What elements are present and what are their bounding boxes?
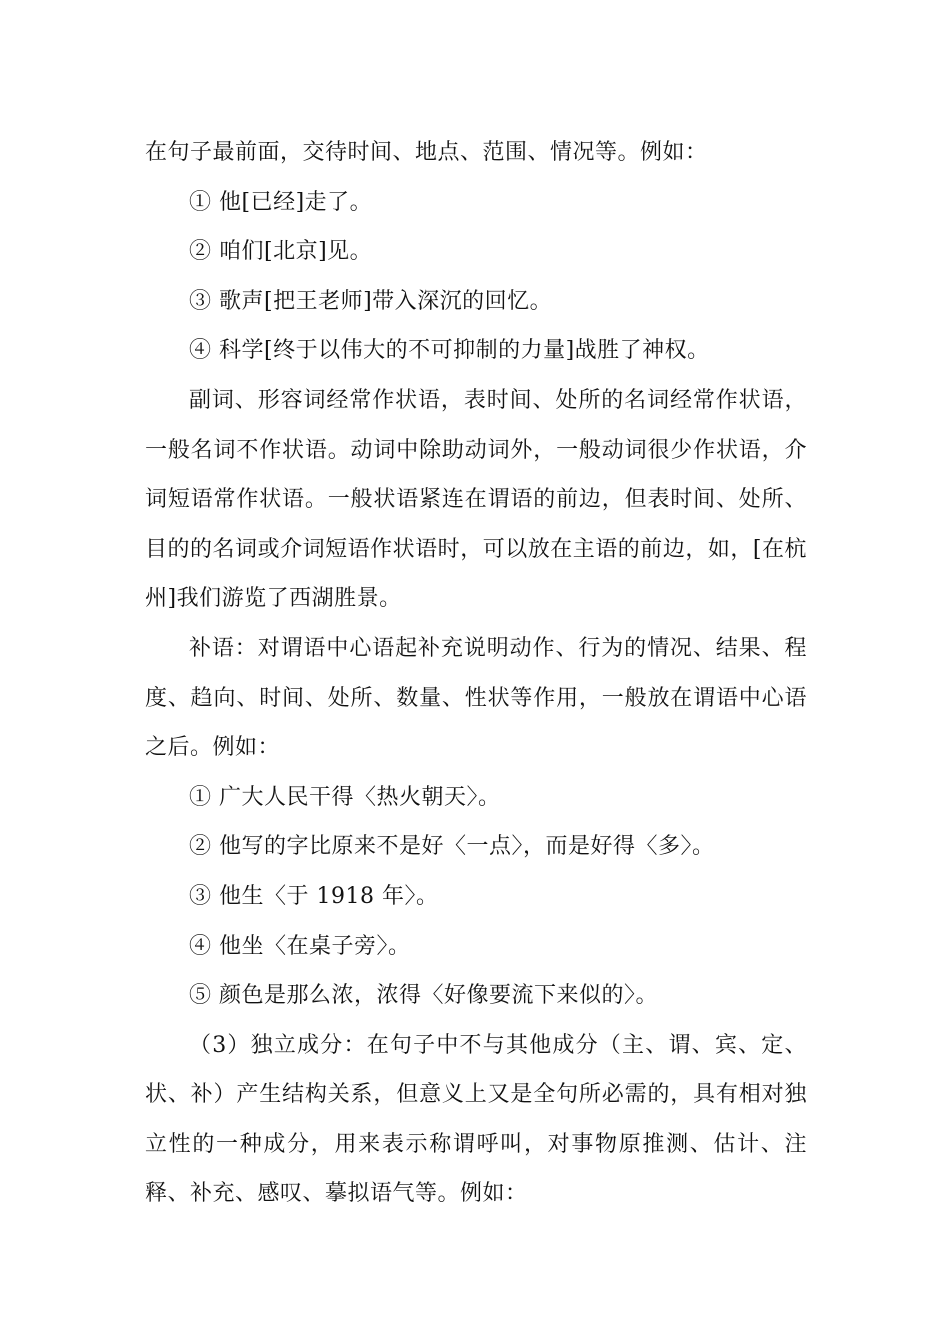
text-line: 状、补）产生结构关系，但意义上又是全句所必需的，具有相对独 — [145, 1082, 807, 1108]
text-line: 补语：对谓语中心语起补充说明动作、行为的情况、结果、程 — [189, 635, 807, 661]
text-line: 度、趋向、时间、处所、数量、性状等作用，一般放在谓语中心语 — [145, 685, 807, 711]
text-line: 立性的一种成分，用来表示称谓呼叫，对事物原推测、估计、注 — [145, 1131, 807, 1157]
text-line: 在句子最前面，交待时间、地点、范围、情况等。例如： — [145, 140, 708, 165]
text-line: 一般名词不作状语。动词中除助动词外，一般动词很少作状语，介 — [145, 437, 807, 463]
text-line: （3）独立成分：在句子中不与其他成分（主、谓、宾、定、 — [189, 1032, 807, 1058]
text-line: ④ 科学[终于以伟大的不可抑制的力量]战胜了神权。 — [189, 338, 710, 364]
text-line: ② 他写的字比原来不是好〈一点〉，而是好得〈多〉。 — [189, 834, 715, 860]
text-line: ⑤ 颜色是那么浓，浓得〈好像要流下来似的〉。 — [189, 983, 658, 1009]
text-line: 词短语常作状语。一般状语紧连在谓语的前边，但表时间、处所、 — [145, 487, 807, 513]
text-line: ① 广大人民干得〈热火朝天〉。 — [189, 784, 501, 810]
text-line: ④ 他坐〈在桌子旁〉。 — [189, 933, 411, 959]
text-line: 州]我们游览了西湖胜景。 — [145, 586, 402, 612]
text-line: 目的的名词或介词短语作状语时，可以放在主语的前边，如，[在杭 — [145, 536, 807, 562]
text-line: 副词、形容词经常作状语，表时间、处所的名词经常作状语， — [189, 387, 807, 413]
text-line: ② 咱们[北京]见。 — [189, 239, 373, 265]
text-line: 释、补充、感叹、摹拟语气等。例如： — [145, 1181, 528, 1207]
text-line: ③ 他生〈于 1918 年〉。 — [189, 883, 439, 909]
text-line: ③ 歌声[把王老师]带入深沉的回忆。 — [189, 288, 553, 314]
text-line: 之后。例如： — [145, 735, 281, 761]
document-body — [145, 128, 807, 1219]
text-line: ① 他[已经]走了。 — [189, 189, 373, 215]
